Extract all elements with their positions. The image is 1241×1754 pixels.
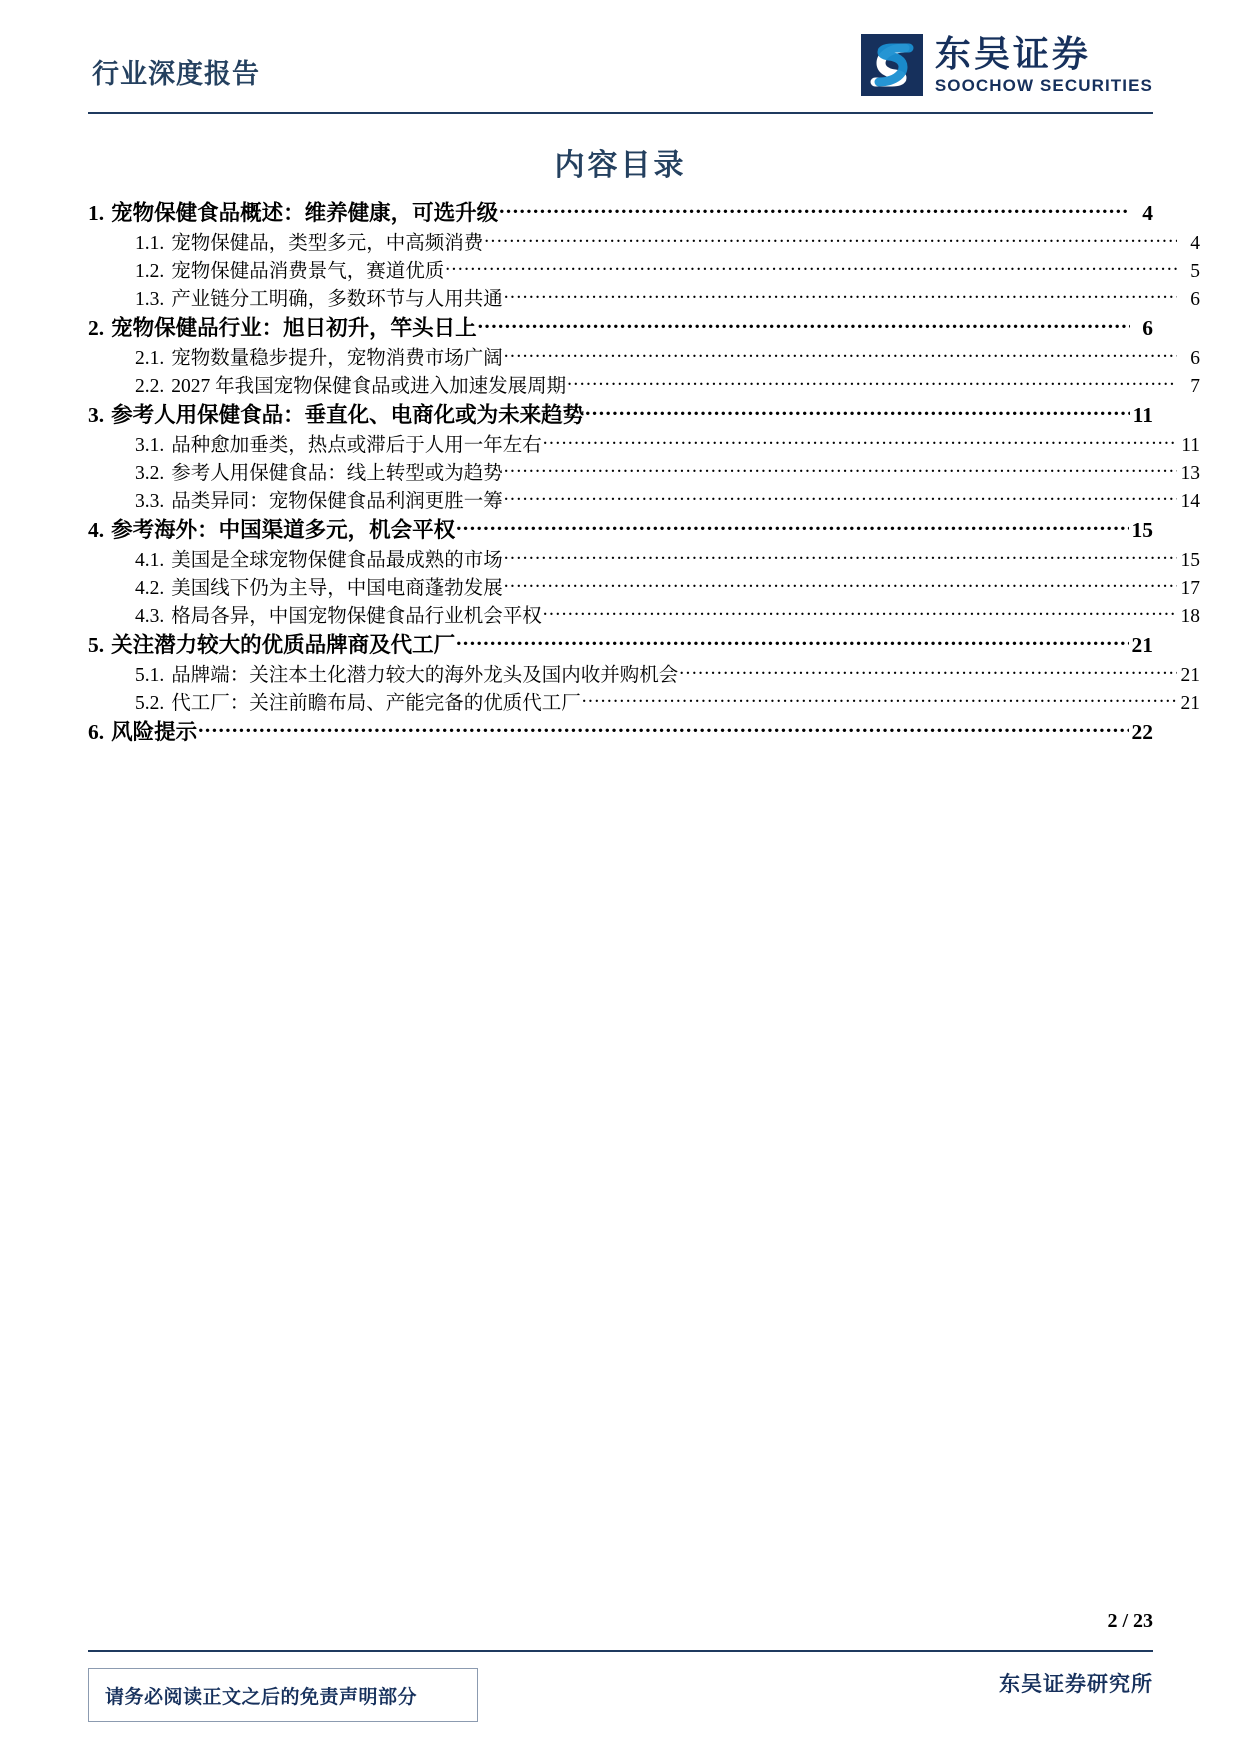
- toc-entry-page: 21: [1180, 665, 1200, 686]
- toc-entry-number: 4.2.: [135, 578, 165, 599]
- toc-entry[interactable]: [88, 283, 1200, 311]
- toc-entry[interactable]: [88, 544, 1200, 572]
- toc-entry-number: 5.: [88, 633, 105, 657]
- toc-entry-page: 6: [1190, 348, 1200, 369]
- toc-leader-dots: [456, 516, 1128, 538]
- brand-logo: [861, 34, 1153, 96]
- toc-entry-number: 1.3.: [135, 289, 165, 310]
- toc-entry-number: 3.1.: [135, 435, 165, 456]
- toc-entry-page: 6: [1142, 316, 1153, 340]
- toc-leader-dots: [504, 488, 1177, 508]
- toc-entry-page: 4: [1142, 201, 1153, 225]
- toc-entry-page: 15: [1131, 518, 1153, 542]
- toc-entry-label: 代工厂：关注前瞻布局、产能完备的优质代工厂: [171, 693, 581, 714]
- toc-entry[interactable]: [88, 196, 1153, 227]
- toc-entry[interactable]: [88, 513, 1153, 544]
- toc-entry[interactable]: [88, 659, 1200, 687]
- toc-entry-label: 格局各异，中国宠物保健食品行业机会平权: [171, 606, 542, 627]
- toc-entry-number: 4.3.: [135, 606, 165, 627]
- toc-entry[interactable]: [88, 255, 1200, 283]
- toc-entry[interactable]: [88, 600, 1200, 628]
- toc-entry-page: 6: [1190, 289, 1200, 310]
- toc-leader-dots: [504, 575, 1177, 595]
- toc-entry-label: 品牌端：关注本土化潜力较大的海外龙头及国内收并购机会: [171, 665, 679, 686]
- toc-entry-number: 5.1.: [135, 665, 165, 686]
- toc-leader-dots: [198, 718, 1128, 740]
- toc-entry-page: 11: [1132, 403, 1153, 427]
- toc-leader-dots: [499, 199, 1130, 221]
- toc-leader-dots: [445, 258, 1177, 278]
- toc-leader-dots: [504, 460, 1177, 480]
- disclaimer-box: [88, 1668, 478, 1722]
- toc-entry-label: 品种愈加垂类，热点或滞后于人用一年左右: [171, 435, 542, 456]
- toc-leader-dots: [543, 603, 1177, 623]
- brand-text: [935, 36, 1153, 94]
- toc-entry-page: 5: [1190, 261, 1200, 282]
- toc-leader-dots: [582, 690, 1177, 710]
- toc-entry-page: 21: [1180, 693, 1200, 714]
- toc-entry-page: 21: [1131, 633, 1153, 657]
- toc-entry-number: 1.: [88, 201, 105, 225]
- brand-name-en: SOOCHOW SECURITIES: [934, 76, 1153, 95]
- footer-divider: [88, 1650, 1153, 1652]
- toc-entry-number: 1.2.: [135, 261, 165, 282]
- toc-entry-label: 品类异同：宠物保健食品利润更胜一筹: [171, 491, 503, 512]
- toc-entry-label: 关注潜力较大的优质品牌商及代工厂: [111, 633, 456, 657]
- toc-leader-dots: [456, 631, 1128, 653]
- toc-entry[interactable]: [88, 342, 1200, 370]
- toc-entry-number: 3.: [88, 403, 105, 427]
- toc-entry-label: 美国线下仍为主导，中国电商蓬勃发展: [171, 578, 503, 599]
- toc-entry-number: 4.: [88, 518, 105, 542]
- toc-entry-number: 2.: [88, 316, 105, 340]
- toc-entry-label: 参考人用保健食品：线上转型或为趋势: [171, 463, 503, 484]
- toc-leader-dots: [543, 432, 1177, 452]
- toc-leader-dots: [478, 314, 1130, 336]
- toc-leader-dots: [679, 662, 1177, 682]
- toc-entry-page: 14: [1180, 491, 1200, 512]
- toc-entry-number: 2.2.: [135, 376, 165, 397]
- toc-entry-number: 3.3.: [135, 491, 165, 512]
- toc-leader-dots: [504, 345, 1177, 365]
- toc-entry[interactable]: [88, 485, 1200, 513]
- toc-entry[interactable]: [88, 227, 1200, 255]
- page-title: 内容目录: [554, 149, 687, 182]
- toc-entry-page: 4: [1190, 233, 1200, 254]
- toc-entry-page: 17: [1180, 578, 1200, 599]
- toc-entry[interactable]: [88, 370, 1200, 398]
- toc-entry-label: 宠物保健品行业：旭日初升，竿头日上: [111, 316, 477, 340]
- soochow-securities-logo-icon: [861, 34, 923, 96]
- toc-entry-page: 13: [1180, 463, 1200, 484]
- toc-entry-page: 7: [1190, 376, 1200, 397]
- toc-leader-dots: [504, 286, 1177, 306]
- toc-entry[interactable]: [88, 572, 1200, 600]
- toc-entry[interactable]: [88, 457, 1200, 485]
- toc-entry-label: 宠物保健食品概述：维养健康，可选升级: [111, 201, 499, 225]
- toc-leader-dots: [585, 401, 1130, 423]
- toc-entry[interactable]: [88, 715, 1153, 746]
- toc-leader-dots: [504, 547, 1177, 567]
- toc-entry[interactable]: [88, 398, 1153, 429]
- toc-entry[interactable]: [88, 429, 1200, 457]
- toc-entry[interactable]: [88, 628, 1153, 659]
- toc-entry-page: 22: [1131, 720, 1153, 744]
- toc-entry-label: 参考人用保健食品：垂直化、电商化或为未来趋势: [111, 403, 585, 427]
- toc-entry[interactable]: [88, 311, 1153, 342]
- toc-entry-label: 风险提示: [111, 720, 198, 744]
- toc-entry-label: 产业链分工明确，多数环节与人用共通: [171, 289, 503, 310]
- toc-entry-number: 3.2.: [135, 463, 165, 484]
- toc-entry-number: 4.1.: [135, 550, 165, 571]
- disclaimer-text: 请务必阅读正文之后的免责声明部分: [105, 1686, 418, 1708]
- toc-leader-dots: [484, 230, 1177, 250]
- toc-entry-page: 15: [1180, 550, 1200, 571]
- toc-entry[interactable]: [88, 687, 1200, 715]
- research-institute-label: 东吴证券研究所: [999, 1672, 1153, 1696]
- table-of-contents: [88, 196, 1200, 746]
- report-type-title: 行业深度报告: [92, 59, 260, 89]
- toc-entry-page: 11: [1181, 435, 1200, 456]
- page-number: 2 / 23: [1107, 1610, 1153, 1632]
- toc-entry-label: 宠物数量稳步提升，宠物消费市场广阔: [171, 348, 503, 369]
- toc-entry-number: 6.: [88, 720, 105, 744]
- toc-entry-number: 1.1.: [135, 233, 165, 254]
- header-divider: [88, 112, 1153, 114]
- toc-entry-number: 2.1.: [135, 348, 165, 369]
- toc-entry-label: 宠物保健品消费景气，赛道优质: [171, 261, 445, 282]
- toc-entry-number: 5.2.: [135, 693, 165, 714]
- toc-entry-page: 18: [1180, 606, 1200, 627]
- toc-entry-label: 参考海外：中国渠道多元，机会平权: [111, 518, 456, 542]
- brand-name-cn: 东吴证券: [934, 34, 1091, 74]
- toc-leader-dots: [567, 373, 1177, 393]
- toc-entry-label: 美国是全球宠物保健食品最成熟的市场: [171, 550, 503, 571]
- toc-entry-label: 2027 年我国宠物保健食品或进入加速发展周期: [171, 376, 567, 397]
- page-header: [0, 0, 1241, 118]
- toc-entry-label: 宠物保健品，类型多元，中高频消费: [171, 233, 484, 254]
